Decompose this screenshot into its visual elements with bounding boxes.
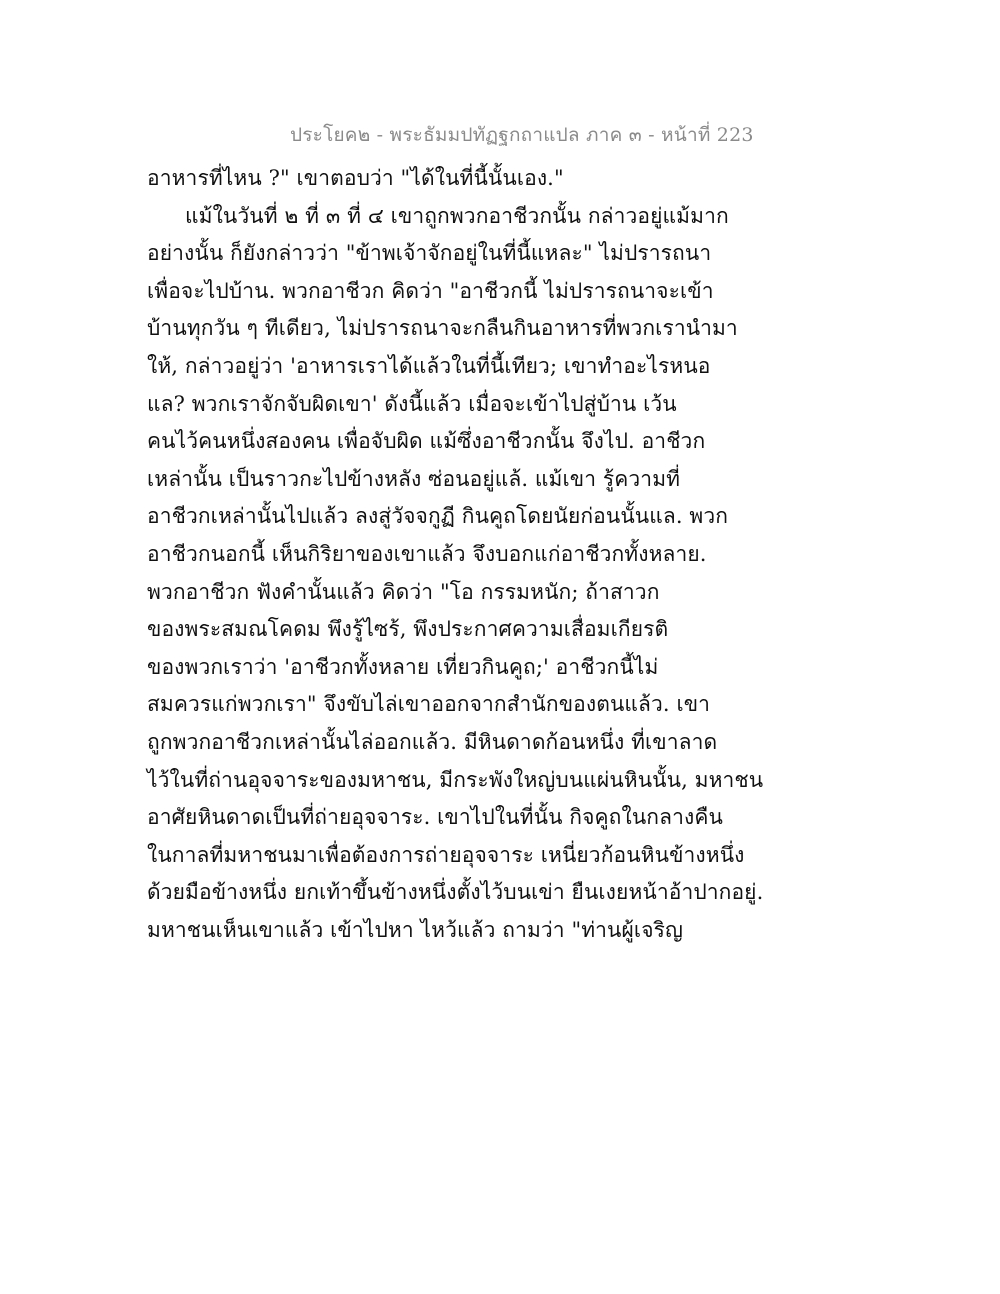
text-line: ให้, กล่าวอยู่ว่า 'อาหารเราได้แล้วในที่นี้เทียว; เขาทำอะไรหนอ: [147, 353, 711, 378]
text-line: ถูกพวกอาชีวกเหล่านั้นไล่ออกแล้ว. มีหินดาดก้อนหนึ่ง ที่เขาลาด: [147, 729, 718, 754]
text-line: สมควรแก่พวกเรา" จึงขับไล่เขาออกจากสำนักของตนแล้ว. เขา: [147, 692, 711, 717]
text-line: เหล่านั้น เป็นราวกะไปข้างหลัง ซ่อนอยู่แล้. แม้เขา รู้ความที่: [147, 466, 681, 491]
text-line: คนไว้คนหนึ่งสองคน เพื่อจับผิด แม้ซึ่งอาชีวกนั้น จึงไป. อาชีวก: [147, 429, 706, 454]
text-line: ของพระสมณโคดม พึงรู้ไซร้, พึงประกาศความเสื่อมเกียรติ: [147, 617, 669, 642]
text-line: มหาชนเห็นเขาแล้ว เข้าไปหา ไหว้แล้ว ถามว่า "ท่านผู้เจริญ: [147, 917, 683, 942]
text-line: พวกอาชีวก ฟังคำนั้นแล้ว คิดว่า "โอ กรรมหนัก; ถ้าสาวก: [147, 579, 660, 604]
text-line: แล? พวกเราจักจับผิดเขา' ดังนี้แล้ว เมื่อจะเข้าไปสู่บ้าน เว้น: [147, 391, 677, 416]
text-line: บ้านทุกวัน ๆ ทีเดียว, ไม่ปรารถนาจะกลืนกินอาหารที่พวกเรานำมา: [147, 316, 738, 341]
text-line: เพื่อจะไปบ้าน. พวกอาชีวก คิดว่า "อาชีวกนี้ ไม่ปรารถนาจะเข้า: [147, 278, 714, 303]
text-line: ไว้ในที่ถ่านอุจจาระของมหาชน, มีกระพังใหญ่บนแผ่นหินนั้น, มหาชน: [147, 767, 764, 792]
text-line: อาหารที่ไหน ?" เขาตอบว่า "ได้ในที่นี้นั้นเอง.": [147, 166, 564, 190]
body-text: [147, 160, 764, 949]
text-line: อาชีวกเหล่านั้นไปแล้ว ลงสู่วัจจกูฏี กินคูถโดยนัยก่อนนั้นแล. พวก: [147, 504, 729, 529]
text-line: ของพวกเราว่า 'อาชีวกทั้งหลาย เที่ยวกินคูถ;' อาชีวกนี้ไม่: [147, 654, 659, 679]
text-line: อาศัยหินดาดเป็นที่ถ่ายอุจจาระ. เขาไปในที่นั้น กิจคูถในกลางคืน: [147, 805, 723, 830]
text-line-paragraph-start: แม้ในวันที่ ๒ ที่ ๓ ที่ ๔ เขาถูกพวกอาชีวกนั้น กล่าวอยู่แม้มาก: [185, 203, 729, 228]
text-line: ในกาลที่มหาชนมาเพื่อต้องการถ่ายอุจจาระ เหนี่ยวก้อนหินข้างหนึ่ง: [147, 842, 745, 867]
text-line: อาชีวกนอกนี้ เห็นกิริยาของเขาแล้ว จึงบอกแก่อาชีวกทั้งหลาย.: [147, 541, 707, 566]
text-line: อย่างนั้น ก็ยังกล่าวว่า "ข้าพเจ้าจักอยู่ในที่นี้แหละ" ไม่ปรารถนา: [147, 241, 712, 266]
text-line: ด้วยมือข้างหนึ่ง ยกเท้าขึ้นข้างหนึ่งตั้งไว้บนเข่า ยืนเงยหน้าอ้าปากอยู่.: [147, 880, 764, 905]
running-header: ประโยค๒ - พระธัมมปทัฏฐกถาแปล ภาค ๓ - หน้าที่ 223: [290, 124, 754, 146]
